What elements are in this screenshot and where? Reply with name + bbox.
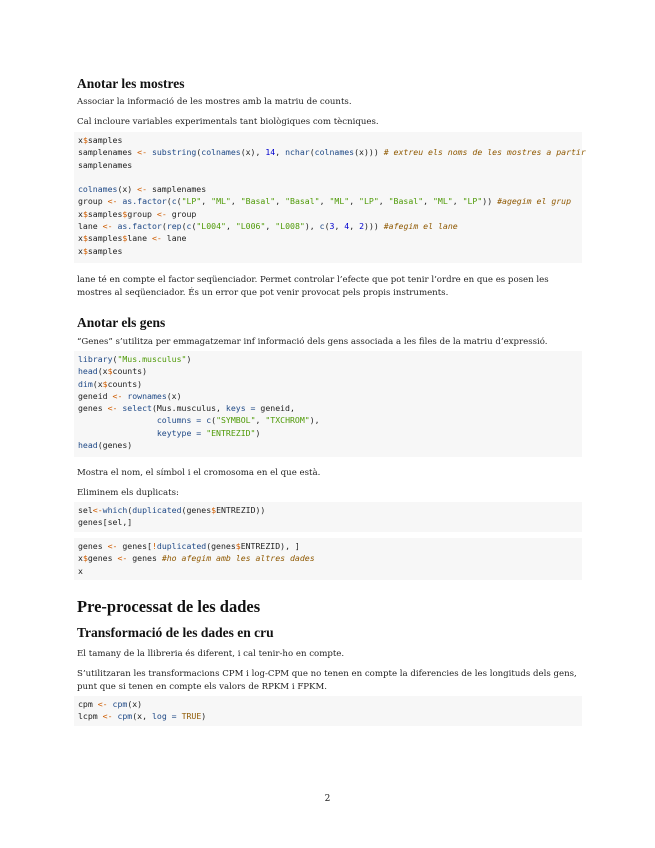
code-token: $ [102,378,108,389]
code-token: ) [255,427,261,438]
code-block-2 [74,351,582,457]
code-token: #ho afegim amb les altres dades [161,553,315,564]
code-token: , [230,196,241,207]
code-token: ( [112,354,118,364]
code-token: ( [309,147,315,158]
code-token: which [102,505,128,515]
code-token: , [349,196,360,207]
code-token: x [78,233,83,244]
code-block-4 [74,538,582,580]
code-token: , [452,196,463,207]
code-line [78,365,578,377]
code-token: # extreu els noms de les mostres a partir [383,147,586,158]
code-token: (x) [117,184,138,195]
code-token: cpm [117,711,133,722]
code-line [78,439,578,451]
code-token: $ [82,553,88,564]
code-token: "ML" [433,196,453,207]
code-token: ), [309,415,320,426]
code-token: (x, [132,711,152,722]
code-block-3 [74,502,582,532]
code-line [78,159,578,171]
code-line [78,353,578,365]
code-token: lcpm [78,711,103,722]
code-token: duplicated [156,541,207,551]
code-token: c [206,415,212,426]
code-token: <- [102,221,113,232]
code-token: (Mus.musculus, [151,403,226,414]
code-token: x [78,245,83,256]
paragraph: S’utilitzaran les transformacions CPM i log-CPM que no tenen en compte la diferencies de les longituds dels gens, punt que si tenen en compte els valors de RPKM i FPKM. [77,669,577,692]
code-token: ENTREZID), ] [240,541,300,551]
code-token: (genes) [97,440,133,451]
code-token: "Basal" [388,196,424,207]
code-token: cpm [78,699,98,709]
code-token: dim [78,378,93,389]
code-token: ( [127,505,133,515]
code-token: 14 [265,147,276,158]
code-token: samples [87,208,123,219]
heading-preprocessat: Pre-processat de les dades [77,597,261,616]
code-token: samples [87,245,123,256]
code-token: 4 [344,221,350,232]
code-token: , [225,221,236,232]
code-line [78,552,578,564]
code-token: samplenames [78,159,133,170]
code-token: "SYMBOL" [216,415,256,426]
code-token: $ [82,245,88,256]
code-line [78,378,578,390]
code-token: , [319,196,330,207]
code-token: $ [82,208,88,219]
code-line [78,171,578,183]
paragraph: El tamany de la llibreria és diferent, i cal tenir-ho en compte. [77,649,345,659]
code-token: samplenames [78,147,138,158]
paragraph: Associar la informació de les mostres amb la matriu de counts. [77,97,352,107]
code-token: colnames [201,147,241,158]
code-token: log = [151,711,177,722]
code-token: lane [78,221,103,232]
code-line [78,710,578,722]
code-token: $ [122,208,128,219]
code-token: <- [92,505,103,515]
code-line [78,698,578,710]
code-line [78,134,578,146]
code-token: ( [181,221,187,232]
code-token: columns = [156,415,202,426]
code-token: geneid, [255,403,295,414]
code-token: <- [117,553,128,564]
code-token: substring [151,147,197,158]
code-token: #agegim el grup [497,196,572,207]
code-token: ! [151,541,157,551]
code-token: samples [87,233,123,244]
code-token: ) [186,354,192,364]
paragraph: lane té en compte el factor seqüenciador. Permet controlar l’efecte que pot tenir l’ordre en que es posen les mostres al seqüenciador. És un error que pot venir provocat pels propis instruments. [77,275,549,298]
code-token: , [378,196,389,207]
code-token: 2 [359,221,365,232]
code-token: (x) [127,699,143,709]
code-token: ( [176,196,182,207]
code-token: <- [151,233,162,244]
code-token: ENTREZID)) [216,505,266,515]
code-token: "L006" [235,221,266,232]
code-token: (x [97,366,108,377]
code-token: duplicated [132,505,182,515]
code-token: "LP" [181,196,202,207]
code-token: TRUE [181,711,202,722]
page-number: 2 [324,794,331,804]
code-token: $ [107,366,113,377]
code-token: colnames [314,147,355,158]
code-token: "LP" [462,196,483,207]
code-token: (x [92,378,103,389]
code-token: nchar [285,147,310,158]
code-token: ), [304,221,320,232]
code-token: <- [156,208,167,219]
code-block-5 [74,696,582,726]
code-token: $ [235,541,241,551]
code-line [78,245,578,257]
code-token: , [349,221,360,232]
code-token: lane [161,233,187,244]
code-token: counts) [107,378,143,389]
code-token: x [78,208,83,219]
code-token: <- [107,196,118,207]
code-token: sel [78,505,93,515]
code-token: , [255,415,266,426]
code-token: )) [482,196,498,207]
code-token: lane [127,233,152,244]
code-token: counts) [112,366,148,377]
code-token: 3 [329,221,335,232]
code-token: x [78,135,83,145]
code-line [78,540,578,552]
code-token: , [265,221,276,232]
code-token: genes [78,403,108,414]
paragraph: “Genes” s’utilitza per emmagatzemar inf informació dels gens associada a les files de la matriu d’expressió. [77,337,548,347]
code-token: geneid [78,390,113,401]
code-token: (x), [240,147,266,158]
code-line [78,504,578,516]
code-token: (x))) [354,147,384,158]
code-token: c [319,221,325,232]
code-token: c [171,196,177,207]
code-token: samples [87,135,123,145]
paragraph: Eliminem els duplicats: [77,488,179,498]
code-token: ( [196,147,202,158]
code-token: "Basal" [240,196,276,207]
code-token: rep [166,221,182,232]
code-token: keytype = [156,427,202,438]
code-token: select [122,403,152,414]
code-token: (genes [181,505,212,515]
code-token: colnames [78,184,118,195]
code-token: ( [166,196,172,207]
code-token: , [201,196,212,207]
code-token: genes[sel,] [78,517,133,528]
code-token: ) [201,711,207,722]
code-token: genes [87,553,118,564]
code-line [78,516,578,528]
code-line [78,402,578,414]
code-token [78,428,157,438]
code-token: ( [211,415,217,426]
code-token: ( [161,221,167,232]
code-line [78,390,578,402]
code-token: <- [102,711,113,722]
code-token: as.factor [122,196,167,207]
code-line [78,414,578,426]
code-token: ( [191,221,197,232]
code-token: rownames [127,390,167,401]
code-token: $ [82,135,88,145]
code-token: "Basal" [285,196,320,207]
code-line [78,565,578,577]
code-token: , [423,196,433,207]
code-line [78,220,578,232]
code-token: head [78,440,98,451]
code-token: head [78,366,98,377]
code-token: "TXCHROM" [265,415,310,426]
code-line [78,208,578,220]
code-token: "Mus.musculus" [117,354,187,364]
heading-anotar-mostres: Anotar les mostres [77,76,185,91]
code-token: "LP" [359,196,379,207]
code-token: <- [137,147,148,158]
code-token: "ENTREZID" [206,427,256,438]
code-token: ( [324,221,330,232]
code-token: (genes [206,541,236,551]
code-token: x [78,565,83,576]
code-token: ))) [364,221,384,232]
code-line [78,427,578,439]
code-token: $ [122,233,128,244]
code-token: keys = [225,403,256,414]
heading-anotar-gens: Anotar els gens [77,315,166,330]
paragraph: Cal incloure variables experimentals tant biològiques com tècniques. [77,117,379,127]
code-token: as.factor [117,221,162,232]
code-line [78,195,578,207]
code-token: "L004" [196,221,226,232]
code-block-1 [74,132,586,263]
code-token: , [275,147,286,158]
code-line [78,146,586,158]
code-token: $ [211,505,217,515]
subheading-transformacio: Transformació de les dades en cru [77,625,274,640]
code-token: (x) [166,390,182,401]
code-token: genes [78,541,108,551]
code-token: cpm [112,699,128,709]
code-token: c [186,221,192,232]
code-token: samplenames [147,184,207,195]
code-token: group [78,196,108,207]
code-token: genes[ [117,541,152,551]
code-token: "ML" [211,196,231,207]
code-token: <- [97,699,108,709]
code-token [78,415,157,425]
code-line [78,183,578,195]
code-token: <- [107,541,118,551]
paragraph: Mostra el nom, el símbol i el cromosoma en el que està. [77,468,321,478]
code-token: genes [127,553,162,564]
code-token: x [78,553,83,564]
code-token: <- [107,403,118,414]
code-token: , [275,196,286,207]
code-token: group [166,208,197,219]
code-token: <- [112,390,123,401]
code-token: , [334,221,345,232]
code-line [78,232,578,244]
code-token: library [78,354,113,364]
code-token: "L008" [275,221,305,232]
code-token: "ML" [329,196,350,207]
code-token: <- [137,184,148,195]
code-token: $ [82,233,88,244]
code-token: #afegim el lane [383,221,458,232]
code-token: group [127,208,157,219]
